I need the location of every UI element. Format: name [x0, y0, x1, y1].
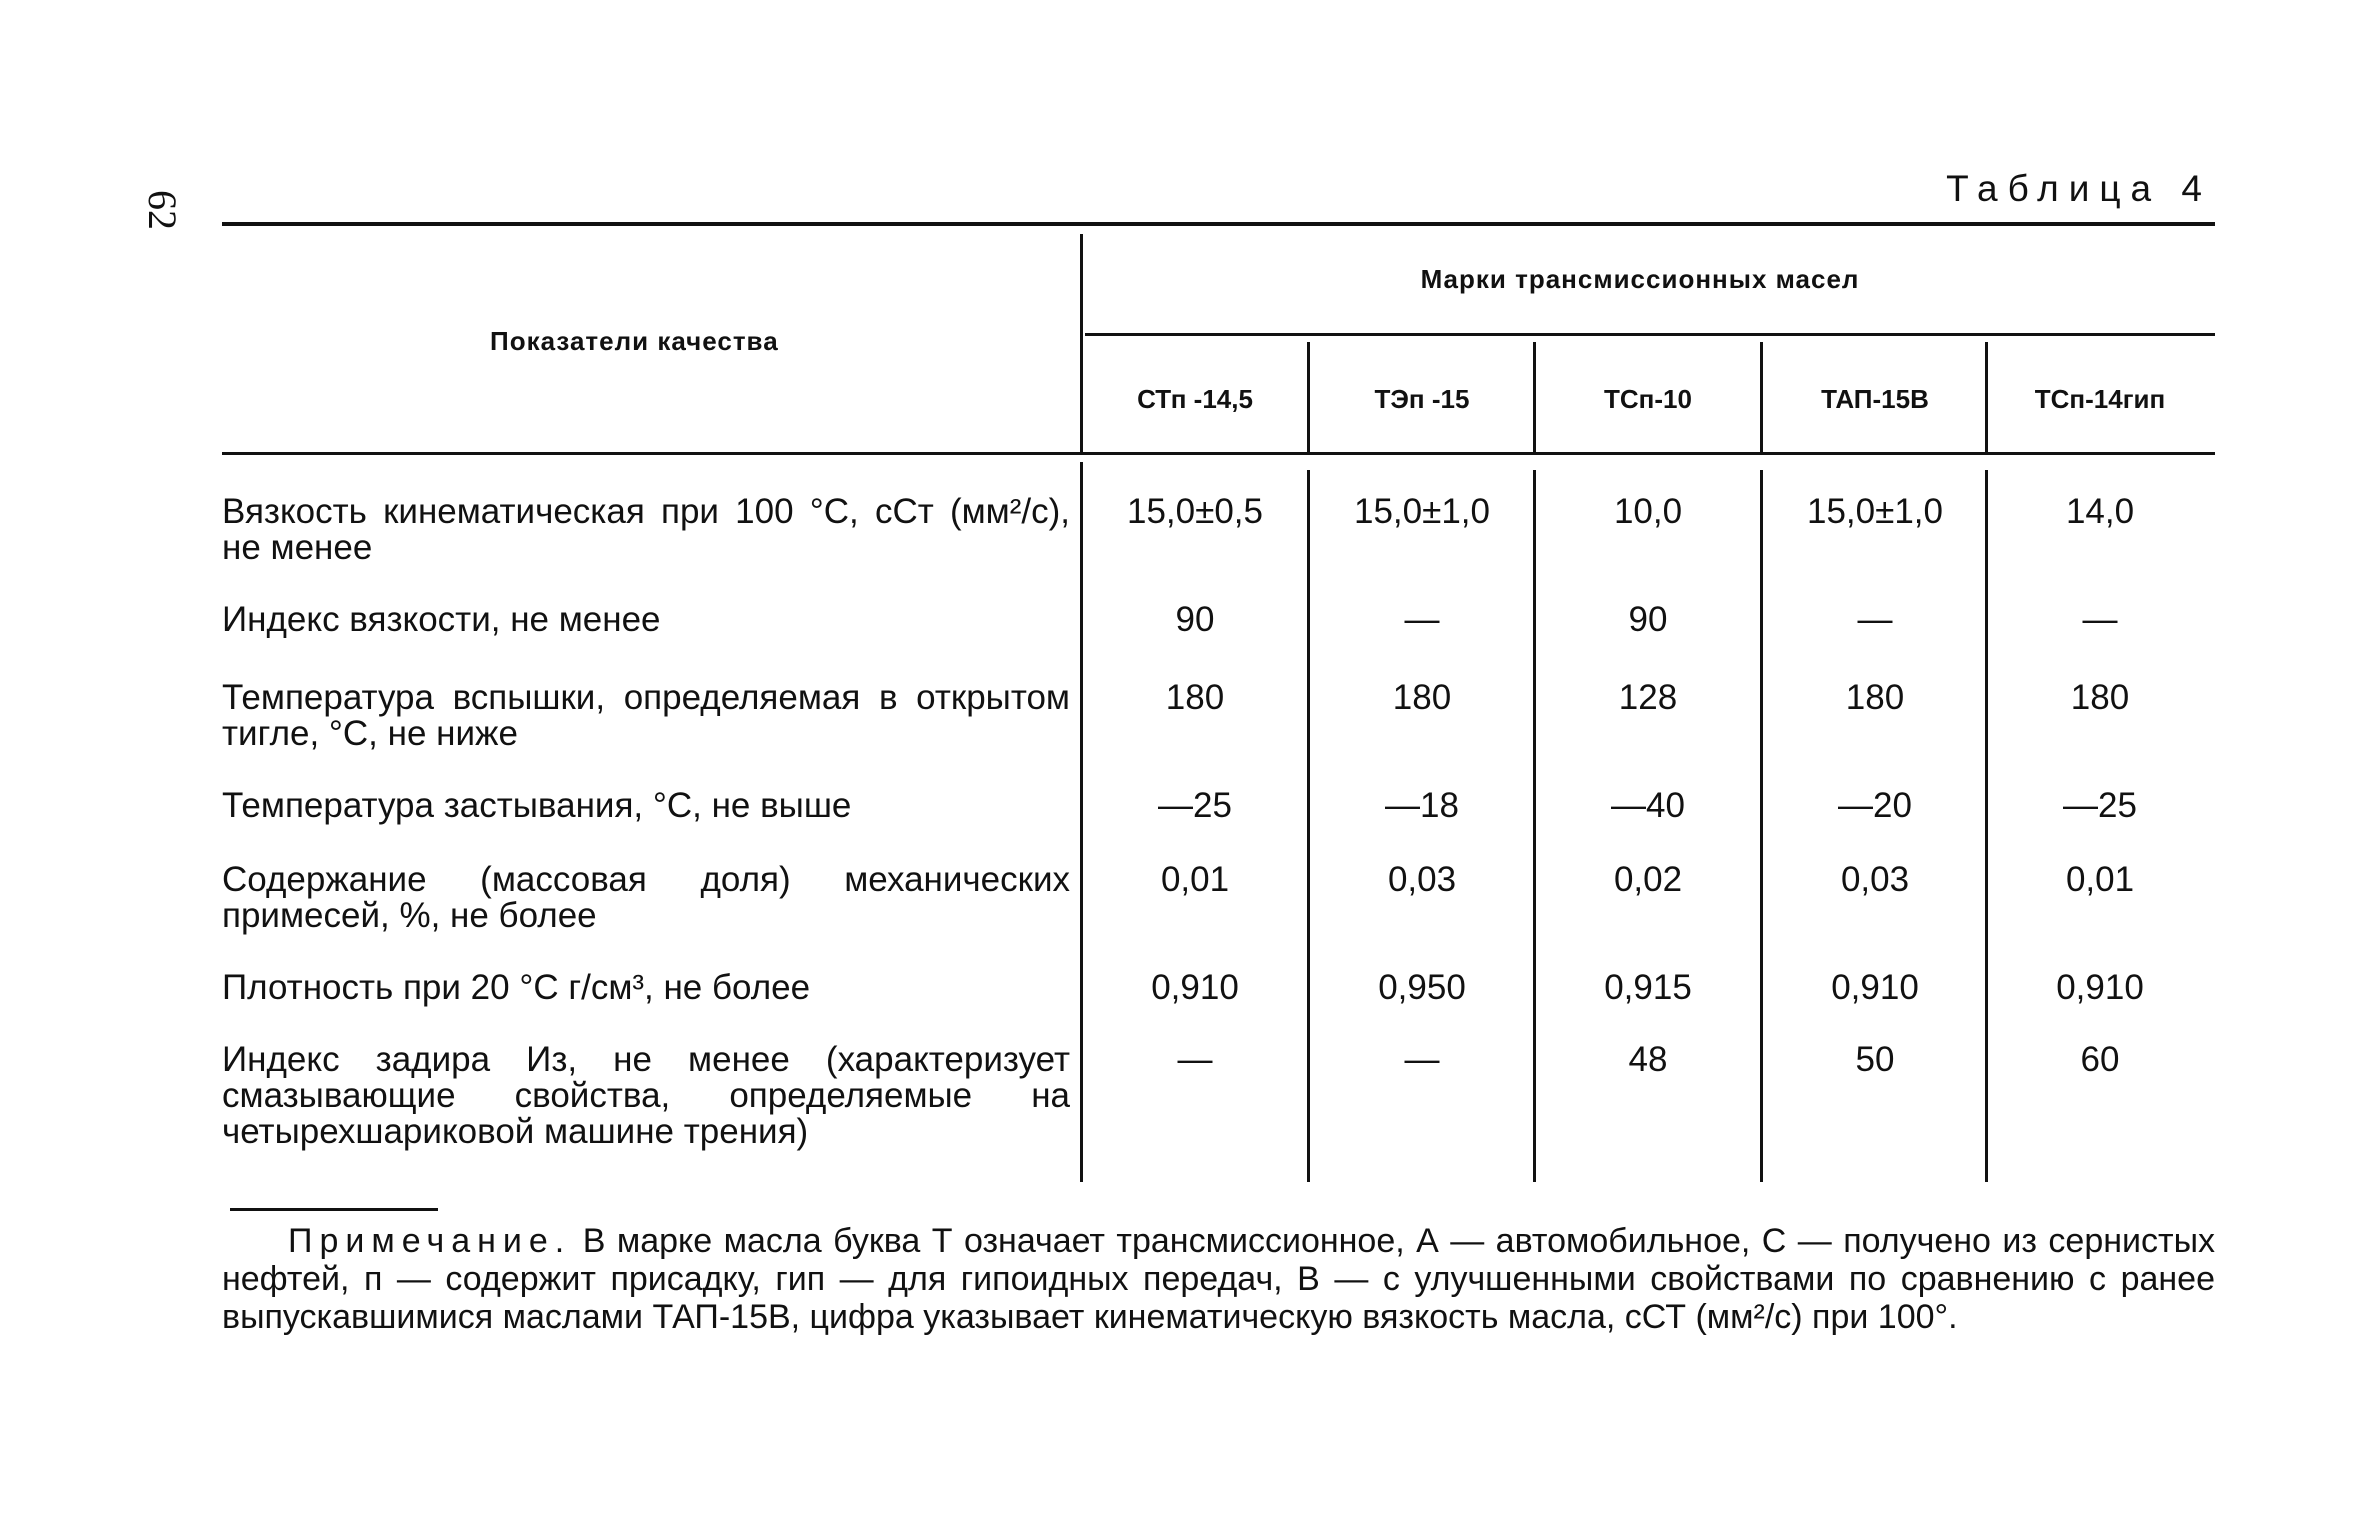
- header-brands-label: Марки трансмиссионных масел: [1420, 264, 1860, 294]
- cell-viscosity-stp-14-5: 15,0±0,5: [1127, 492, 1263, 531]
- row-label-pour-point: Температура застывания, °С, не выше: [222, 786, 852, 825]
- page-number: 62: [140, 190, 185, 230]
- row-label-density: Плотность при 20 °С г/см³, не более: [222, 968, 811, 1007]
- brands-header-rule: [1085, 333, 2215, 336]
- cell-scuffing-index-tep-15: —: [1404, 1040, 1440, 1079]
- cell-density-tap-15v: 0,910: [1831, 968, 1919, 1007]
- column-header-stp-14-5: СТп -14,5: [1137, 384, 1253, 414]
- row-label-scuffing-index: Индекс задира Из, не менее (характеризует смазывающие свойства, определяемые на четырехшариковой машине трения): [222, 1040, 1070, 1151]
- cell-impurities-stp-14-5: 0,01: [1160, 860, 1230, 899]
- cell-viscosity-tsp-14gip: 14,0: [2065, 492, 2135, 531]
- body-divider-col-1: [1307, 470, 1310, 1182]
- header-divider-col-3: [1760, 342, 1763, 452]
- cell-viscosity-index-tsp-14gip: —: [2082, 600, 2118, 639]
- cell-density-stp-14-5: 0,910: [1151, 968, 1239, 1007]
- cell-viscosity-index-stp-14-5: 90: [1175, 600, 1215, 639]
- cell-flash-point-tap-15v: 180: [1845, 678, 1905, 717]
- header-divider-col-2: [1533, 342, 1536, 452]
- cell-flash-point-tsp-14gip: 180: [2070, 678, 2130, 717]
- cell-pour-point-stp-14-5: —25: [1158, 786, 1232, 825]
- table-top-rule: [222, 222, 2215, 226]
- header-divider-col-1: [1307, 342, 1310, 452]
- header-bottom-rule: [222, 452, 2215, 455]
- header-quality-label: Показатели качества: [490, 326, 779, 356]
- row-label-impurities: Содержание (массовая доля) механических примесей, %, не более: [222, 860, 1070, 935]
- footnote-rule: [230, 1208, 438, 1211]
- cell-scuffing-index-tsp-14gip: 60: [2080, 1040, 2120, 1079]
- cell-impurities-tap-15v: 0,03: [1840, 860, 1910, 899]
- body-divider-col-4: [1985, 470, 1988, 1182]
- cell-density-tep-15: 0,950: [1378, 968, 1466, 1007]
- cell-scuffing-index-tap-15v: 50: [1855, 1040, 1895, 1079]
- cell-viscosity-tsp-10: 10,0: [1613, 492, 1683, 531]
- cell-viscosity-index-tep-15: —: [1404, 600, 1440, 639]
- row-label-viscosity: Вязкость кинематическая при 100 °С, сСт (мм²/с), не менее: [222, 492, 1070, 567]
- cell-impurities-tep-15: 0,03: [1387, 860, 1457, 899]
- column-header-tap-15v: ТАП-15В: [1821, 384, 1929, 414]
- cell-impurities-tsp-10: 0,02: [1613, 860, 1683, 899]
- cell-flash-point-tep-15: 180: [1392, 678, 1452, 717]
- cell-pour-point-tap-15v: —20: [1838, 786, 1912, 825]
- cell-viscosity-tap-15v: 15,0±1,0: [1807, 492, 1943, 531]
- column-header-tep-15: ТЭп -15: [1374, 384, 1470, 414]
- cell-pour-point-tsp-14gip: —25: [2063, 786, 2137, 825]
- table-caption: Таблица 4: [1946, 168, 2212, 209]
- cell-flash-point-stp-14-5: 180: [1165, 678, 1225, 717]
- cell-density-tsp-14gip: 0,910: [2056, 968, 2144, 1007]
- header-divider-col-4: [1985, 342, 1988, 452]
- row-label-flash-point: Температура вспышки, определяемая в открытом тигле, °С, не ниже: [222, 678, 1070, 753]
- body-divider-col-3: [1760, 470, 1763, 1182]
- cell-viscosity-tep-15: 15,0±1,0: [1354, 492, 1490, 531]
- cell-scuffing-index-stp-14-5: —: [1177, 1040, 1213, 1079]
- column-header-tsp-14gip: ТСп-14гип: [2034, 384, 2166, 414]
- cell-viscosity-index-tsp-10: 90: [1628, 600, 1668, 639]
- row-label-viscosity-index: Индекс вязкости, не менее: [222, 600, 661, 639]
- column-header-tsp-10: ТСп-10: [1604, 384, 1692, 414]
- body-divider-main: [1080, 462, 1083, 1182]
- note-label: Примечание.: [288, 1222, 572, 1260]
- cell-density-tsp-10: 0,915: [1604, 968, 1692, 1007]
- cell-flash-point-tsp-10: 128: [1618, 678, 1678, 717]
- note-text: В марке масла буква Т означает трансмиссионное, А — автомобильное, С — получено из сернистых нефтей, п — содержит присадку, гип — для гипоидных передач, В — с улучшенными свойствами по сравнению с ранее выпускавшимися маслами ТАП-15В, цифра указывает кинематическую вязкость масла, сСТ (мм²/с) при 100°.: [222, 1222, 2216, 1336]
- cell-pour-point-tep-15: —18: [1385, 786, 1459, 825]
- cell-scuffing-index-tsp-10: 48: [1628, 1040, 1668, 1079]
- table-note: [222, 1222, 2215, 1336]
- cell-impurities-tsp-14gip: 0,01: [2065, 860, 2135, 899]
- cell-viscosity-index-tap-15v: —: [1857, 600, 1893, 639]
- body-divider-col-2: [1533, 470, 1536, 1182]
- cell-pour-point-tsp-10: —40: [1611, 786, 1685, 825]
